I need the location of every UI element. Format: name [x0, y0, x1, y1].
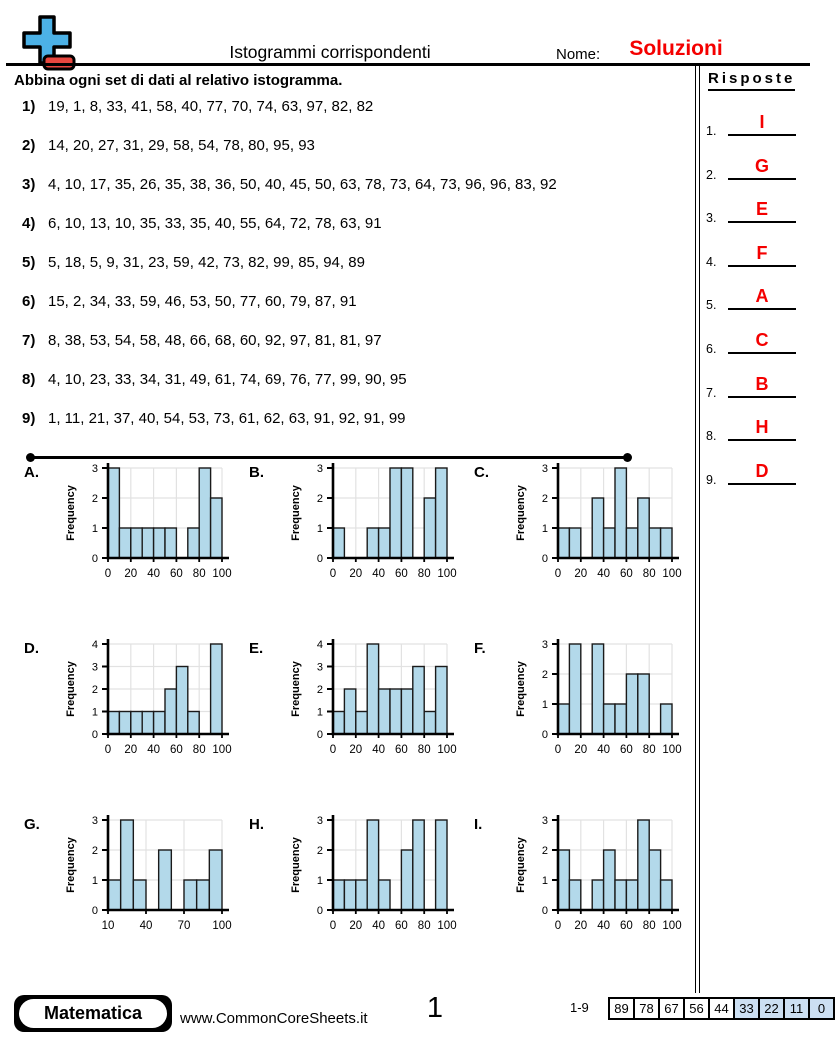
svg-text:40: 40 [372, 744, 385, 756]
section-divider [30, 456, 628, 459]
histogram-e-plot [261, 636, 463, 775]
data-set-6 [22, 293, 687, 310]
svg-text:40: 40 [597, 568, 610, 580]
answer-letter: H [728, 417, 796, 441]
score-cell: 89 [608, 997, 635, 1020]
instruction-text: Abbina ogni set di dati al relativo istogramma. [14, 72, 343, 89]
svg-text:100: 100 [437, 568, 457, 580]
data-set-1 [22, 98, 687, 115]
problem-values: 6, 10, 13, 10, 35, 33, 35, 40, 55, 64, 72, 78, 63, 91 [48, 215, 382, 232]
score-cell: 22 [758, 997, 785, 1020]
chart-label: H. [249, 816, 264, 833]
histogram-a [20, 460, 234, 600]
svg-text:0: 0 [316, 729, 323, 741]
svg-text:40: 40 [597, 744, 610, 756]
brand-name: Matematica [19, 999, 167, 1028]
svg-text:20: 20 [349, 920, 363, 932]
answer-number: 6. [706, 342, 717, 356]
answer-row-4 [706, 235, 798, 267]
histogram-b-plot [261, 460, 463, 599]
histogram-d [20, 636, 234, 776]
answer-letter: E [728, 199, 796, 223]
data-set-8 [22, 371, 687, 388]
answer-number: 2. [706, 168, 717, 182]
answer-number: 1. [706, 124, 717, 138]
chart-label: G. [24, 816, 40, 833]
svg-text:70: 70 [177, 920, 191, 932]
answer-letter: G [728, 156, 796, 180]
page-title: Istogrammi corrispondenti [229, 42, 431, 62]
problem-number: 4) [22, 215, 36, 232]
svg-text:60: 60 [395, 568, 408, 580]
chart-label: A. [24, 464, 39, 481]
problem-number: 1) [22, 98, 36, 115]
svg-text:100: 100 [437, 920, 457, 932]
answer-row-9 [706, 453, 798, 485]
svg-text:4: 4 [91, 639, 98, 651]
svg-text:Frequency: Frequency [515, 485, 527, 541]
data-set-3 [22, 176, 687, 193]
svg-text:3: 3 [316, 661, 323, 674]
svg-text:0: 0 [91, 553, 98, 565]
svg-text:Frequency: Frequency [290, 837, 302, 893]
histogram-g [20, 812, 234, 952]
svg-text:1: 1 [316, 523, 323, 535]
answer-letter: C [728, 330, 796, 354]
problem-values: 8, 38, 53, 54, 58, 48, 66, 68, 60, 92, 97, 81, 81, 97 [48, 332, 382, 349]
svg-text:3: 3 [91, 463, 98, 475]
svg-text:0: 0 [104, 568, 112, 580]
answer-letter: F [728, 243, 796, 267]
svg-text:40: 40 [372, 920, 385, 932]
svg-text:3: 3 [91, 815, 98, 827]
chart-label: B. [249, 464, 264, 481]
svg-text:2: 2 [541, 669, 548, 681]
answer-number: 4. [706, 255, 717, 269]
svg-text:20: 20 [574, 920, 588, 932]
svg-text:80: 80 [642, 568, 656, 580]
svg-text:1: 1 [91, 706, 98, 719]
answer-number: 7. [706, 386, 717, 400]
answer-letter: B [728, 374, 796, 398]
svg-text:3: 3 [91, 661, 98, 674]
histogram-i [470, 812, 684, 952]
svg-text:100: 100 [212, 568, 232, 580]
svg-text:100: 100 [662, 568, 682, 580]
svg-text:0: 0 [316, 905, 323, 917]
score-cell: 56 [683, 997, 710, 1020]
svg-text:20: 20 [574, 744, 588, 756]
problem-values: 5, 18, 5, 9, 31, 23, 59, 42, 73, 82, 99, 85, 94, 89 [48, 254, 365, 271]
svg-text:80: 80 [192, 568, 206, 580]
answer-row-8 [706, 409, 798, 441]
svg-text:Frequency: Frequency [290, 661, 302, 717]
svg-text:0: 0 [554, 744, 562, 756]
svg-text:1: 1 [316, 706, 323, 719]
problem-number: 6) [22, 293, 36, 310]
svg-text:4: 4 [316, 639, 323, 651]
chart-label: E. [249, 640, 264, 657]
svg-text:60: 60 [620, 568, 633, 580]
svg-text:20: 20 [124, 568, 138, 580]
svg-text:3: 3 [316, 815, 323, 827]
svg-text:2: 2 [541, 493, 548, 505]
data-set-5 [22, 254, 687, 271]
chart-label: C. [474, 464, 489, 481]
svg-text:1: 1 [91, 523, 98, 535]
svg-text:Frequency: Frequency [65, 837, 77, 893]
svg-text:40: 40 [139, 920, 153, 932]
histogram-e [245, 636, 459, 776]
header-divider [6, 63, 810, 66]
svg-text:Frequency: Frequency [515, 837, 527, 893]
problem-number: 7) [22, 332, 36, 349]
score-range-label: 1-9 [570, 1000, 589, 1015]
svg-text:0: 0 [329, 568, 337, 580]
score-cell: 11 [783, 997, 810, 1020]
svg-text:100: 100 [212, 744, 232, 756]
data-set-9 [22, 410, 687, 427]
svg-text:1: 1 [541, 699, 548, 711]
svg-text:40: 40 [147, 568, 160, 580]
svg-text:40: 40 [372, 568, 385, 580]
svg-text:80: 80 [417, 920, 431, 932]
svg-text:20: 20 [349, 568, 363, 580]
problem-values: 15, 2, 34, 33, 59, 46, 53, 50, 77, 60, 79, 87, 91 [48, 293, 357, 310]
score-cell: 0 [808, 997, 835, 1020]
answer-letter: I [728, 112, 796, 136]
svg-text:0: 0 [91, 905, 98, 917]
histogram-h-plot [261, 812, 463, 951]
score-cell: 78 [633, 997, 660, 1020]
svg-text:20: 20 [349, 744, 363, 756]
score-cell: 67 [658, 997, 685, 1020]
svg-text:20: 20 [574, 568, 588, 580]
problem-number: 9) [22, 410, 36, 427]
answer-number: 9. [706, 473, 717, 487]
svg-text:1: 1 [541, 523, 548, 535]
svg-text:1: 1 [541, 875, 548, 887]
score-cell: 33 [733, 997, 760, 1020]
svg-text:80: 80 [642, 744, 656, 756]
svg-text:60: 60 [395, 744, 408, 756]
score-cell: 44 [708, 997, 735, 1020]
svg-text:100: 100 [662, 744, 682, 756]
svg-text:0: 0 [541, 905, 548, 917]
svg-text:0: 0 [554, 568, 562, 580]
svg-text:40: 40 [147, 744, 160, 756]
name-label: Nome: [556, 46, 601, 63]
chart-label: I. [474, 816, 483, 833]
sidebar-separator [695, 66, 700, 993]
svg-text:Frequency: Frequency [65, 661, 77, 717]
answer-row-3 [706, 191, 798, 223]
svg-text:2: 2 [91, 493, 98, 505]
score-table [608, 997, 835, 1020]
svg-text:60: 60 [395, 920, 408, 932]
svg-text:3: 3 [541, 463, 548, 475]
svg-text:1: 1 [316, 875, 323, 887]
problem-number: 8) [22, 371, 36, 388]
problem-values: 1, 11, 21, 37, 40, 54, 53, 73, 61, 62, 63, 91, 92, 91, 99 [48, 410, 406, 427]
svg-text:10: 10 [101, 920, 115, 932]
answers-title: Risposte [708, 70, 795, 91]
svg-text:3: 3 [541, 815, 548, 827]
brand-logo [14, 995, 172, 1032]
svg-text:3: 3 [316, 463, 323, 475]
histogram-h [245, 812, 459, 952]
svg-text:2: 2 [91, 845, 98, 857]
svg-text:0: 0 [541, 553, 548, 565]
svg-text:0: 0 [104, 744, 112, 756]
problem-values: 4, 10, 17, 35, 26, 35, 38, 36, 50, 40, 45, 50, 63, 78, 73, 64, 73, 96, 96, 83, 92 [48, 176, 557, 193]
data-set-4 [22, 215, 687, 232]
svg-text:0: 0 [316, 553, 323, 565]
svg-text:80: 80 [417, 744, 431, 756]
svg-text:0: 0 [91, 729, 98, 741]
answer-number: 8. [706, 429, 717, 443]
histogram-i-plot [486, 812, 688, 951]
answer-letter: A [728, 286, 796, 310]
page-number: 1 [426, 992, 444, 1024]
name-value-solutions: Soluzioni [629, 37, 723, 60]
svg-text:60: 60 [170, 568, 183, 580]
histogram-g-plot [36, 812, 238, 951]
svg-text:60: 60 [620, 744, 633, 756]
problem-number: 2) [22, 137, 36, 154]
problem-values: 14, 20, 27, 31, 29, 58, 54, 78, 80, 95, 93 [48, 137, 315, 154]
svg-text:0: 0 [329, 744, 337, 756]
histogram-b [245, 460, 459, 600]
histogram-d-plot [36, 636, 238, 775]
problem-number: 5) [22, 254, 36, 271]
svg-text:80: 80 [642, 920, 656, 932]
svg-text:3: 3 [541, 639, 548, 651]
website-text: www.CommonCoreSheets.it [180, 1010, 368, 1027]
svg-text:Frequency: Frequency [290, 485, 302, 541]
answer-row-7 [706, 366, 798, 398]
problem-values: 4, 10, 23, 33, 34, 31, 49, 61, 74, 69, 76, 77, 99, 90, 95 [48, 371, 407, 388]
svg-text:80: 80 [192, 744, 206, 756]
chart-label: D. [24, 640, 39, 657]
svg-text:80: 80 [417, 568, 431, 580]
answer-row-2 [706, 148, 798, 180]
svg-text:2: 2 [91, 684, 98, 696]
histogram-c [470, 460, 684, 600]
answer-row-1 [706, 104, 798, 136]
svg-text:100: 100 [212, 920, 232, 932]
histogram-c-plot [486, 460, 688, 599]
problem-values: 19, 1, 8, 33, 41, 58, 40, 77, 70, 74, 63, 97, 82, 82 [48, 98, 374, 115]
svg-text:20: 20 [124, 744, 138, 756]
histogram-f [470, 636, 684, 776]
answer-number: 3. [706, 211, 717, 225]
answer-row-6 [706, 322, 798, 354]
svg-text:2: 2 [316, 845, 323, 857]
svg-text:2: 2 [541, 845, 548, 857]
svg-text:0: 0 [541, 729, 548, 741]
svg-text:2: 2 [316, 493, 323, 505]
svg-text:100: 100 [662, 920, 682, 932]
histogram-f-plot [486, 636, 688, 775]
svg-text:2: 2 [316, 684, 323, 696]
svg-text:40: 40 [597, 920, 610, 932]
svg-text:1: 1 [91, 875, 98, 887]
answer-row-5 [706, 278, 798, 310]
data-set-7 [22, 332, 687, 349]
svg-text:100: 100 [437, 744, 457, 756]
data-set-2 [22, 137, 687, 154]
svg-text:0: 0 [329, 920, 337, 932]
histogram-a-plot [36, 460, 238, 599]
svg-text:60: 60 [170, 744, 183, 756]
answer-number: 5. [706, 298, 717, 312]
problem-number: 3) [22, 176, 36, 193]
svg-text:Frequency: Frequency [65, 485, 77, 541]
chart-label: F. [474, 640, 486, 657]
svg-text:0: 0 [554, 920, 562, 932]
plus-minus-logo-icon [16, 13, 78, 78]
answer-letter: D [728, 461, 796, 485]
svg-text:60: 60 [620, 920, 633, 932]
svg-text:Frequency: Frequency [515, 661, 527, 717]
